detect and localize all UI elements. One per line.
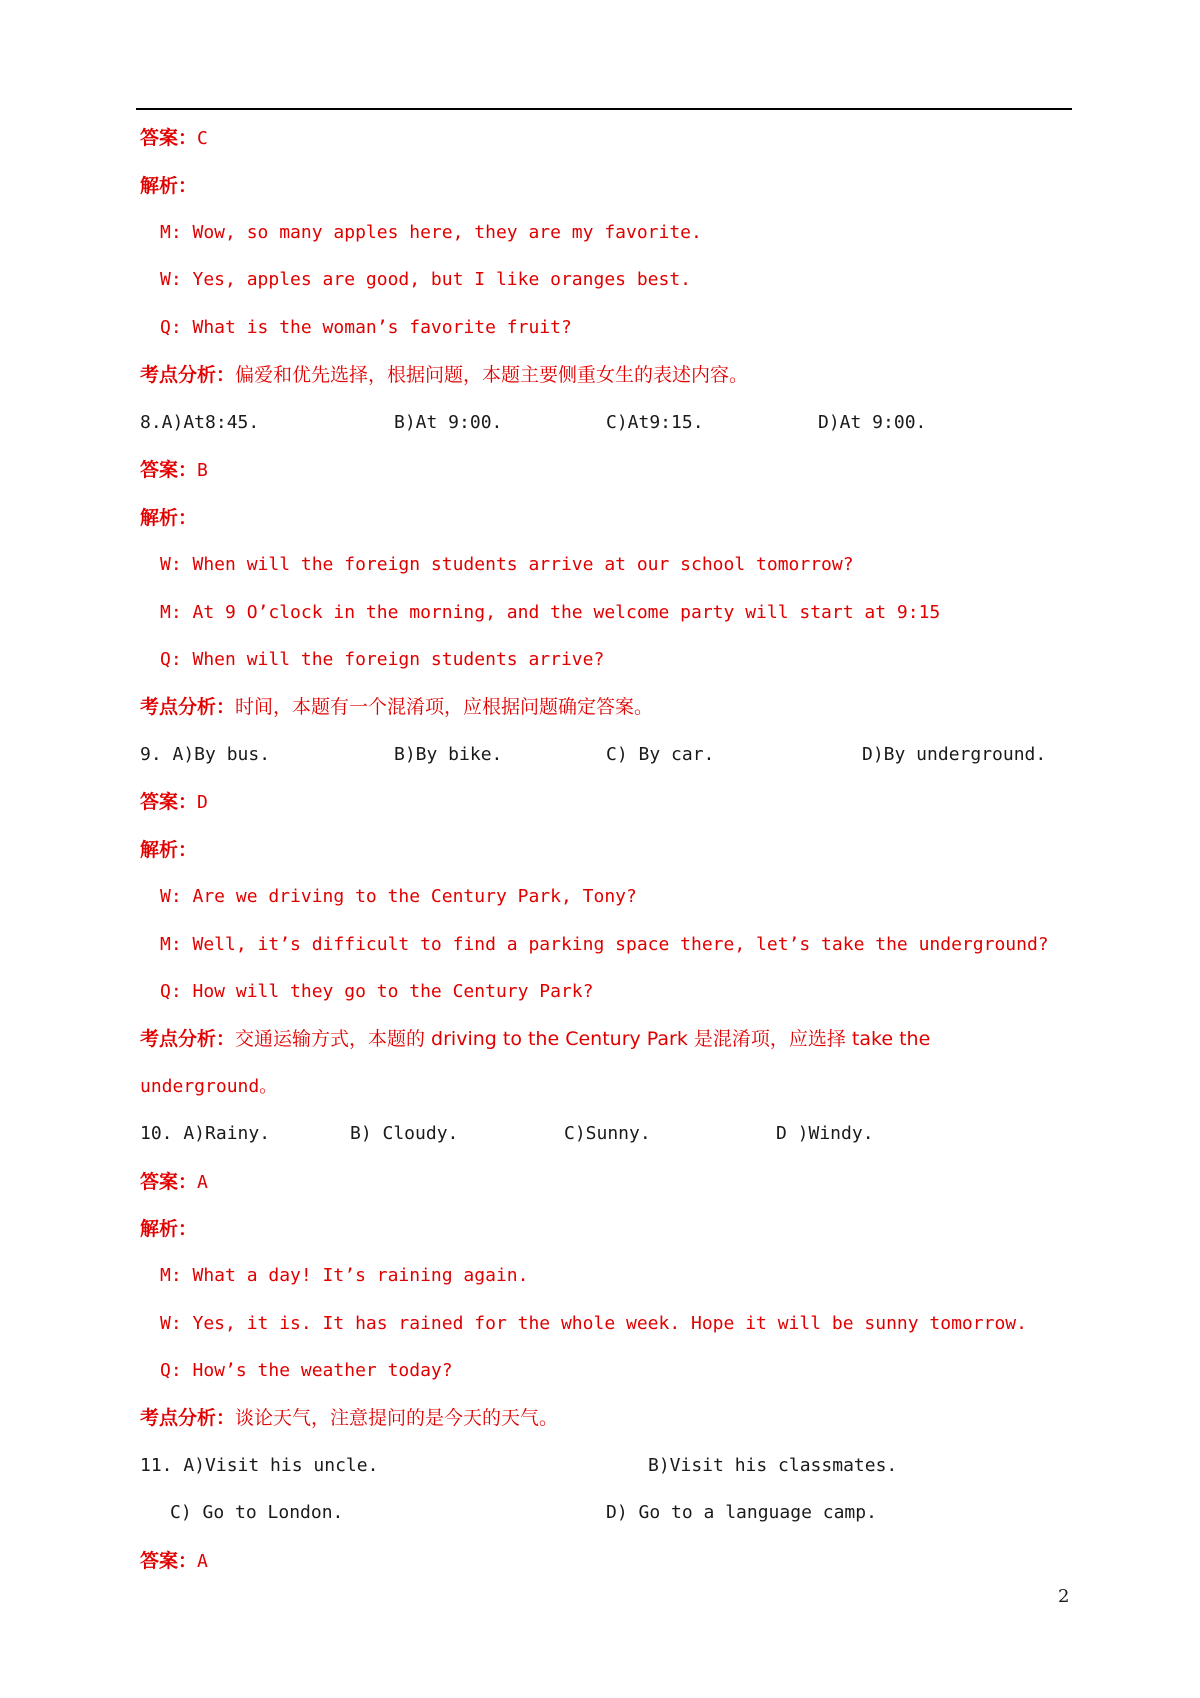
- q10-option-b: B) Cloudy.: [350, 1123, 459, 1144]
- q11-answer: 答案：A: [140, 1550, 208, 1572]
- q8-answer: 答案：B: [140, 459, 208, 481]
- q10-option-a: 10. A)Rainy.: [140, 1123, 271, 1144]
- q9-point-analysis-cont: underground。: [140, 1076, 278, 1097]
- q8-option-b: B)At 9:00.: [394, 412, 503, 433]
- q8-analysis-label: 解析：: [140, 507, 198, 529]
- q8-point-analysis: 考点分析：时间，本题有一个混淆项，应根据问题确定答案。: [140, 696, 654, 718]
- q9-option-b: B)By bike.: [394, 744, 503, 765]
- q8-dialog-line: Q: When will the foreign students arrive?: [160, 649, 605, 670]
- page-number: 2: [1058, 1586, 1070, 1607]
- q9-point-analysis: 考点分析：交通运输方式，本题的 driving to the Century Park 是混淆项，应选择 take the: [140, 1028, 931, 1050]
- q10-dialog-line: M: What a day! It’s raining again.: [160, 1265, 529, 1286]
- q9-option-d: D)By underground.: [862, 744, 1047, 765]
- q8-option-d: D)At 9:00.: [818, 412, 927, 433]
- q10-dialog-line: W: Yes, it is. It has rained for the whole week. Hope it will be sunny tomorrow.: [160, 1313, 1027, 1334]
- q9-option-a: 9. A)By bus.: [140, 744, 271, 765]
- q8-option-a: 8.A)At8:45.: [140, 412, 260, 433]
- q9-option-c: C) By car.: [606, 744, 715, 765]
- q9-dialog-line: M: Well, it’s difficult to find a parking space there, let’s take the underground?: [160, 934, 1049, 955]
- q8-dialog-line: M: At 9 O’clock in the morning, and the welcome party will start at 9:15: [160, 602, 941, 623]
- q10-point-analysis: 考点分析：谈论天气，注意提问的是今天的天气。: [140, 1407, 559, 1429]
- q9-dialog-line: Q: How will they go to the Century Park?: [160, 981, 594, 1002]
- q11-option-d: D) Go to a language camp.: [606, 1502, 877, 1523]
- q9-dialog-line: W: Are we driving to the Century Park, Tony?: [160, 886, 637, 907]
- q11-option-c: C) Go to London.: [170, 1502, 344, 1523]
- q11-option-a: 11. A)Visit his uncle.: [140, 1455, 379, 1476]
- q9-answer: 答案：D: [140, 791, 208, 813]
- q10-analysis-label: 解析：: [140, 1218, 198, 1240]
- q7-analysis-label: 解析：: [140, 175, 198, 197]
- q7-answer: 答案：C: [140, 127, 208, 149]
- q10-dialog-line: Q: How’s the weather today?: [160, 1360, 453, 1381]
- q7-dialog-line: W: Yes, apples are good, but I like oranges best.: [160, 269, 692, 290]
- q8-option-c: C)At9:15.: [606, 412, 704, 433]
- q9-analysis-label: 解析：: [140, 839, 198, 861]
- q10-answer: 答案：A: [140, 1171, 208, 1193]
- q8-dialog-line: W: When will the foreign students arrive at our school tomorrow?: [160, 554, 854, 575]
- q7-dialog-line: M: Wow, so many apples here, they are my favorite.: [160, 222, 702, 243]
- q10-option-c: C)Sunny.: [564, 1123, 651, 1144]
- q7-point-analysis: 考点分析：偏爱和优先选择，根据问题，本题主要侧重女生的表述内容。: [140, 364, 749, 386]
- q7-dialog-line: Q: What is the woman’s favorite fruit?: [160, 317, 572, 338]
- q11-option-b: B)Visit his classmates.: [648, 1455, 898, 1476]
- q10-option-d: D )Windy.: [776, 1123, 874, 1144]
- header-rule: [136, 108, 1072, 110]
